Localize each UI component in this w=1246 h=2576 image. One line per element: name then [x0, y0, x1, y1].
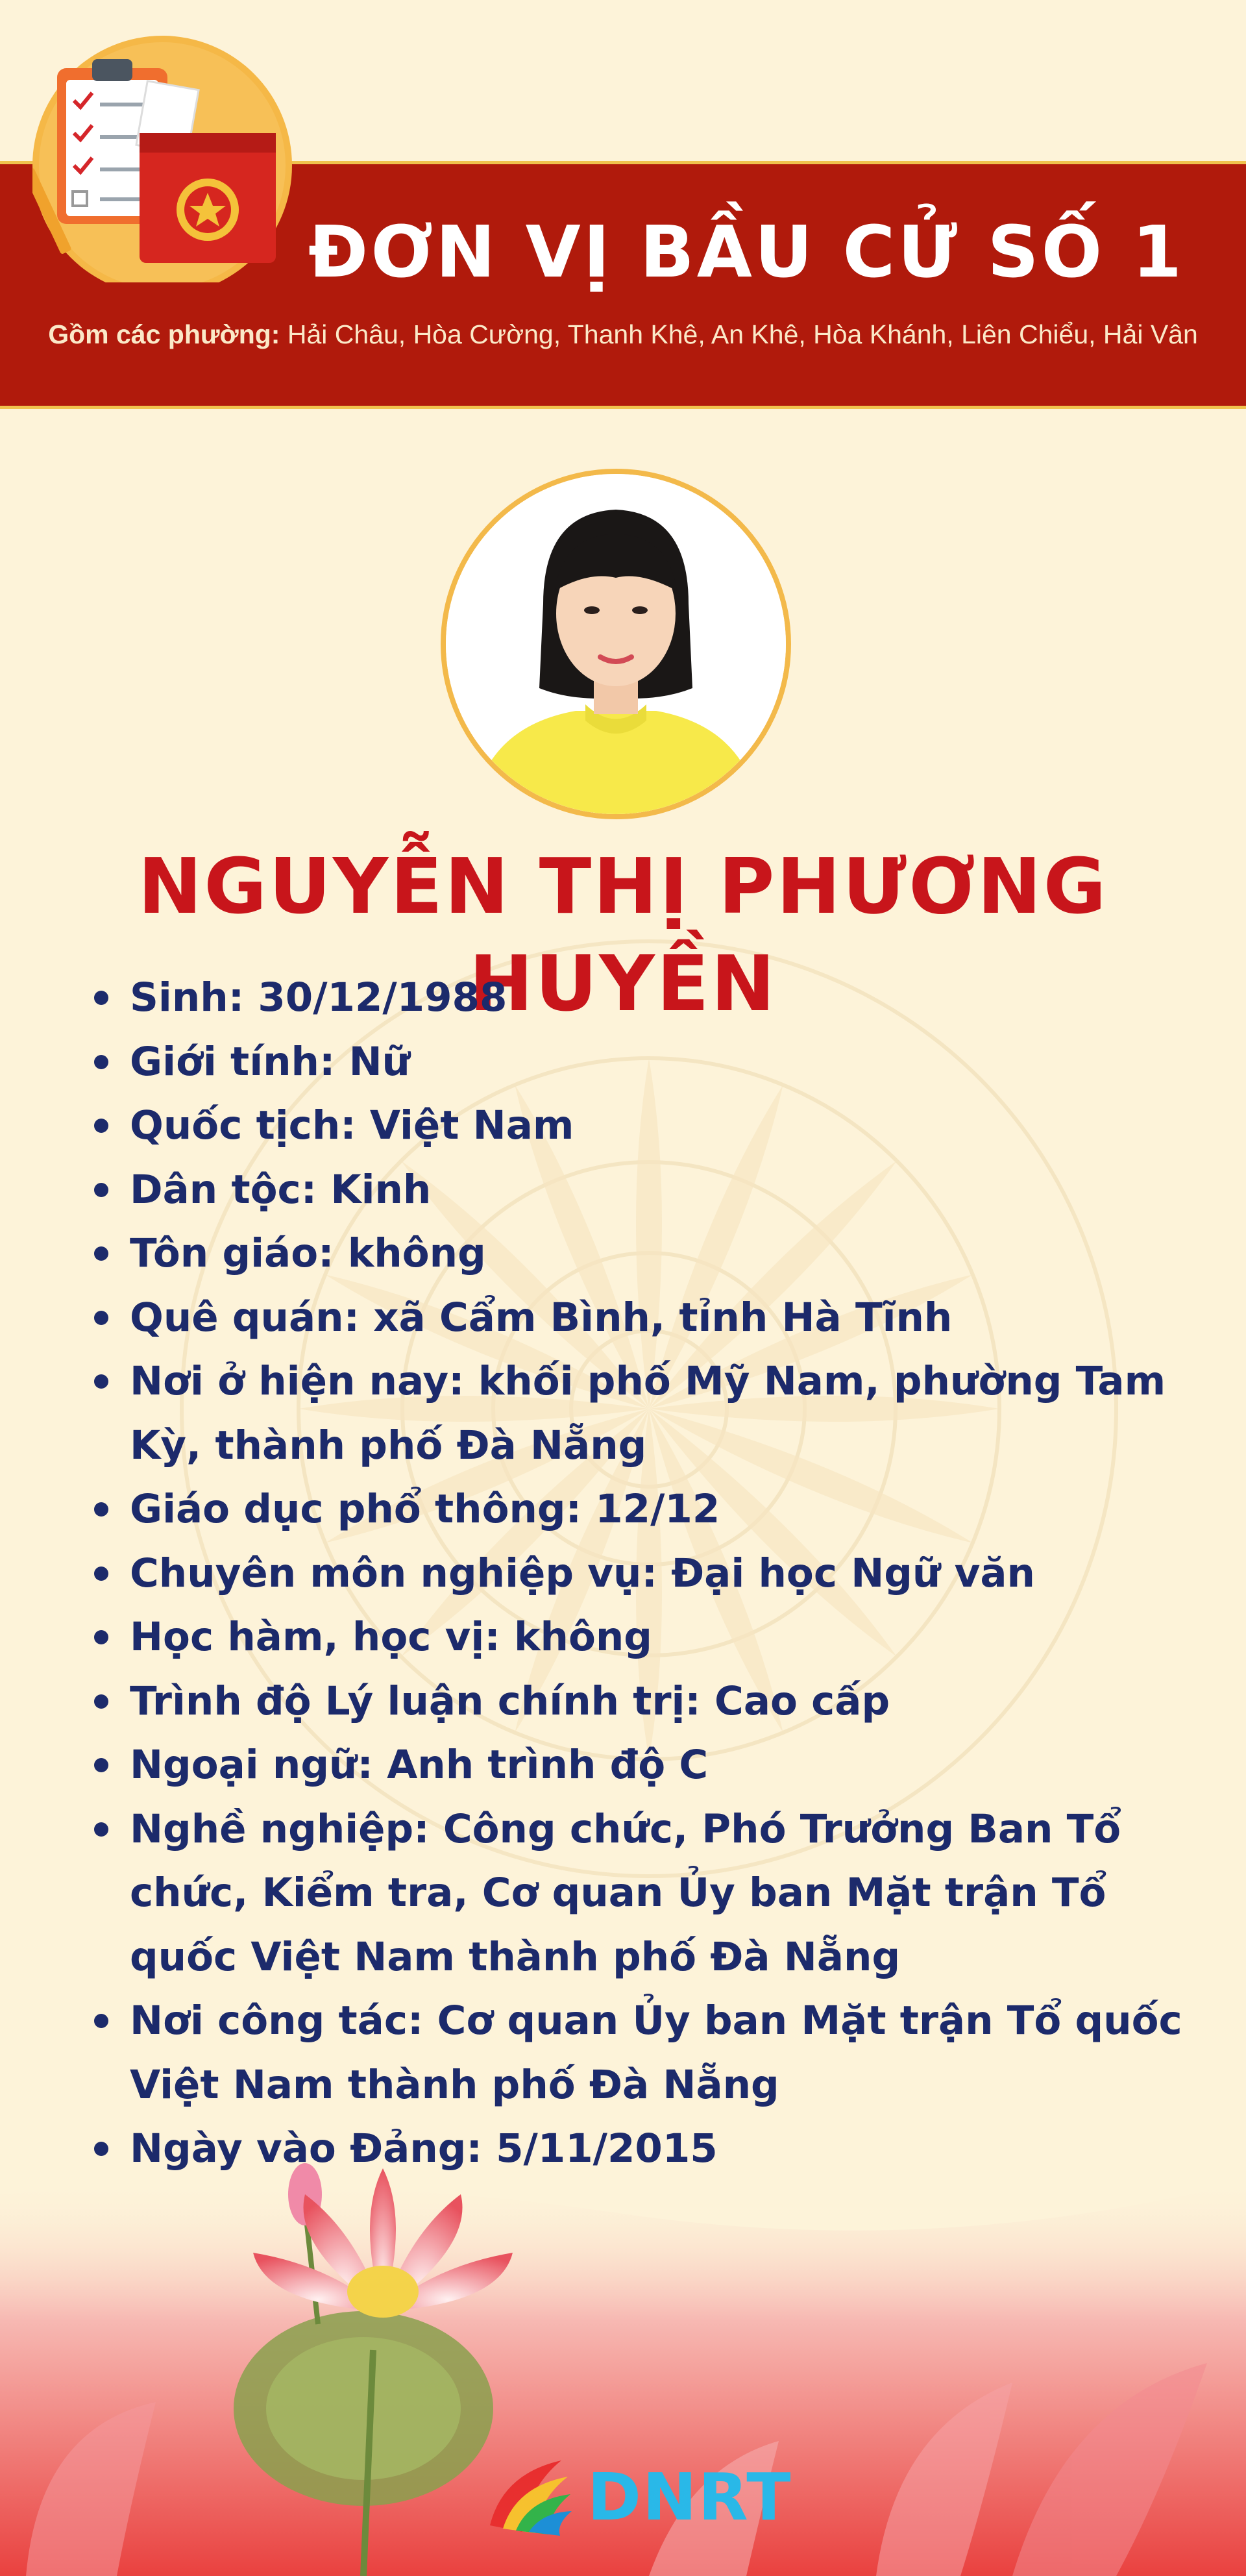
info-academic-title: Học hàm, học vị: không: [94, 1605, 1197, 1670]
info-occupation: Nghề nghiệp: Công chức, Phó Trưởng Ban Tổ chức, Kiểm tra, Cơ quan Ủy ban Mặt trận Tổ quốc Việt Nam thành phố Đà Nẵng: [94, 1798, 1197, 1990]
wards-label: Gồm các phường:: [48, 319, 280, 349]
candidate-name: NGUYỄN THỊ PHƯƠNG HUYỀN: [138, 841, 1108, 1028]
info-general-education: Giáo dục phổ thông: 12/12: [94, 1478, 1197, 1542]
info-gender: Giới tính: Nữ: [94, 1030, 1197, 1095]
portrait-image: [446, 474, 786, 814]
candidate-portrait: [441, 469, 791, 819]
info-nationality: Quốc tịch: Việt Nam: [94, 1094, 1197, 1158]
info-ethnicity: Dân tộc: Kinh: [94, 1158, 1197, 1222]
info-specialty: Chuyên môn nghiệp vụ: Đại học Ngữ văn: [94, 1542, 1197, 1606]
election-emblem: [32, 29, 299, 282]
dnrt-logo-icon: [483, 2447, 574, 2538]
info-workplace: Nơi công tác: Cơ quan Ủy ban Mặt trận Tổ quốc Việt Nam thành phố Đà Nẵng: [94, 1989, 1197, 2117]
info-religion: Tôn giáo: không: [94, 1222, 1197, 1286]
dnrt-logo: [483, 2447, 792, 2538]
info-birth: Sinh: 30/12/1988: [94, 966, 1197, 1030]
info-residence: Nơi ở hiện nay: khối phố Mỹ Nam, phường Tam Kỳ, thành phố Đà Nẵng: [94, 1350, 1197, 1478]
info-party-join-date: Ngày vào Đảng: 5/11/2015: [94, 2117, 1197, 2181]
wards-list: Hải Châu, Hòa Cường, Thanh Khê, An Khê, Hòa Khánh, Liên Chiểu, Hải Vân: [287, 319, 1198, 349]
info-hometown: Quê quán: xã Cẩm Bình, tỉnh Hà Tĩnh: [94, 1286, 1197, 1350]
info-political-theory: Trình độ Lý luận chính trị: Cao cấp: [94, 1670, 1197, 1734]
wards-line: [0, 315, 1246, 354]
candidate-info-list: [94, 966, 1197, 2181]
info-foreign-language: Ngoại ngữ: Anh trình độ C: [94, 1733, 1197, 1798]
banner-title: ĐƠN VỊ BẦU CỬ SỐ 1: [308, 210, 1185, 293]
dnrt-logo-text: DNRT: [587, 2459, 792, 2535]
